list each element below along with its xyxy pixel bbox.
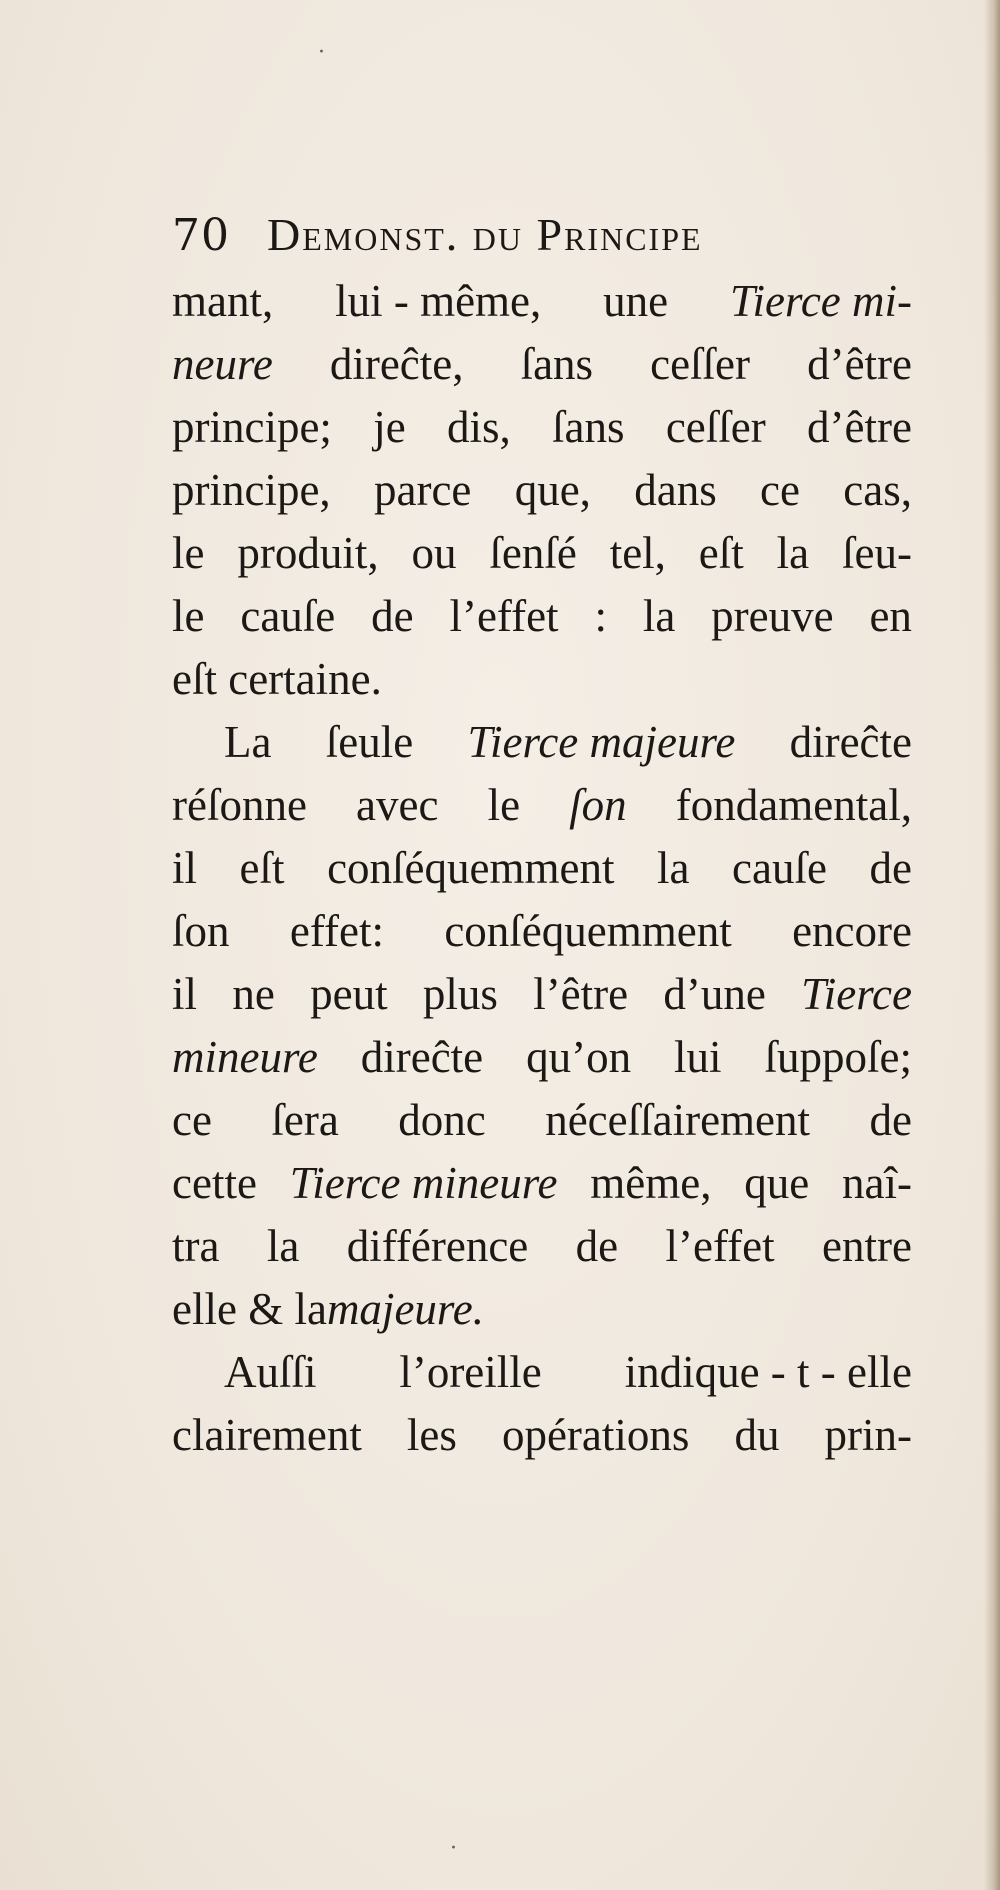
word: direĉte [360,1032,484,1082]
word: preuve [711,591,834,641]
page-number: 70 [172,210,230,261]
word: de [371,591,414,641]
word: effet: [289,906,384,956]
word: opérations [501,1410,690,1460]
word: l’oreille [399,1347,542,1397]
text-line [172,459,912,522]
text-line [172,711,912,774]
text-line [172,585,912,648]
word: eſt certaine. [172,654,382,704]
word: ſera [271,1095,339,1145]
word: ſon [172,906,230,956]
word: conſéquemment [327,843,615,893]
text-line [172,1152,912,1215]
word: peut [310,969,388,1019]
word: dans [634,465,717,515]
word: donc [398,1095,486,1145]
word: principe, [172,465,331,515]
word: entre [822,1221,912,1271]
italic-word: Tierce mi- [729,276,912,326]
text-line [172,396,912,459]
word: que [744,1158,810,1208]
word: d’une [663,969,766,1019]
word: la [776,528,810,578]
text-line [172,900,912,963]
word: clairement [172,1410,362,1460]
word: que, [514,465,591,515]
text-line [172,1278,912,1341]
word: en [869,591,912,641]
word: ne [232,969,275,1019]
italic-word: majeure. [326,1284,484,1334]
text-line [172,333,912,396]
word: ſeu- [842,528,912,578]
italic-word: ſon [569,780,627,830]
word: eſt [239,843,285,893]
word: indique - t - elle [624,1347,912,1397]
word: tel, [609,528,666,578]
word: ſenſé [489,528,577,578]
scan-speck: · [318,40,325,65]
word: La [224,717,272,767]
text-line [172,837,912,900]
italic-word: Tierce majeure [467,717,736,767]
word: cette [172,1158,257,1208]
word: fondamental, [675,780,912,830]
scan-speck: · [450,1836,457,1861]
word: je [373,402,406,452]
word: de [575,1221,619,1271]
word: différence [346,1221,529,1271]
word: la [642,591,676,641]
word: conſéquemment [444,906,732,956]
word: cauſe [732,843,827,893]
word: ce [172,1095,212,1145]
word: d’être [807,402,912,452]
word: la [266,1221,300,1271]
word: cauſe [240,591,336,641]
running-head: Demonst. du Principe [267,209,703,260]
text-line [172,522,912,585]
word: ceſſer [650,339,751,389]
word: prin- [824,1410,912,1460]
word: mant, [172,276,274,326]
word: direĉte [789,717,912,767]
word: néceſſairement [545,1095,811,1145]
text-line [172,648,912,711]
word: le [487,780,521,830]
text-line [172,1341,912,1404]
word: le [172,591,205,641]
word: l’être [533,969,629,1019]
word: de [869,843,912,893]
word: elle & la [172,1284,327,1334]
word: Auſſi [224,1347,317,1397]
word: parce [373,465,472,515]
word: ceſſer [665,402,766,452]
word: dis, [447,402,511,452]
word: il [172,843,198,893]
text-line [172,1215,912,1278]
word: avec [356,780,439,830]
word: l’effet [665,1221,775,1271]
word: principe; [172,402,332,452]
word: une [603,276,669,326]
word: même, [590,1158,712,1208]
word: de [869,1095,912,1145]
word: qu’on [526,1032,632,1082]
word: il [172,969,198,1019]
word: lui [674,1032,722,1082]
body-text [172,270,912,1467]
word: eſt [698,528,744,578]
word: ce [760,465,800,515]
italic-word: Tierce [801,969,912,1019]
word: la [657,843,690,893]
text-line [172,774,912,837]
word: ſans [520,339,594,389]
word: ou [411,528,457,578]
word: du [734,1410,780,1460]
word: ſans [552,402,625,452]
word: plus [422,969,498,1019]
word: réſonne [172,780,307,830]
word: l’effet [449,591,559,641]
word: ſuppoſe; [764,1032,912,1082]
text-line [172,1089,912,1152]
word: tra [172,1221,220,1271]
text-line [172,963,912,1026]
italic-word: Tierce mineure [289,1158,558,1208]
word: encore [792,906,912,956]
word: : [594,591,607,641]
word: direĉte, [329,339,464,389]
text-line [172,1026,912,1089]
word: d’être [807,339,912,389]
italic-word: neure [172,339,273,389]
page-header [172,208,703,261]
word: produit, [237,528,379,578]
word: lui - même, [335,276,542,326]
word: les [406,1410,457,1460]
text-line [172,270,912,333]
word: naî- [841,1158,912,1208]
text-line [172,1404,912,1467]
word: ſeule [325,717,414,767]
word: le [172,528,205,578]
italic-word: mineure [172,1032,318,1082]
word: cas, [843,465,912,515]
page-edge-shadow [984,0,1000,1890]
